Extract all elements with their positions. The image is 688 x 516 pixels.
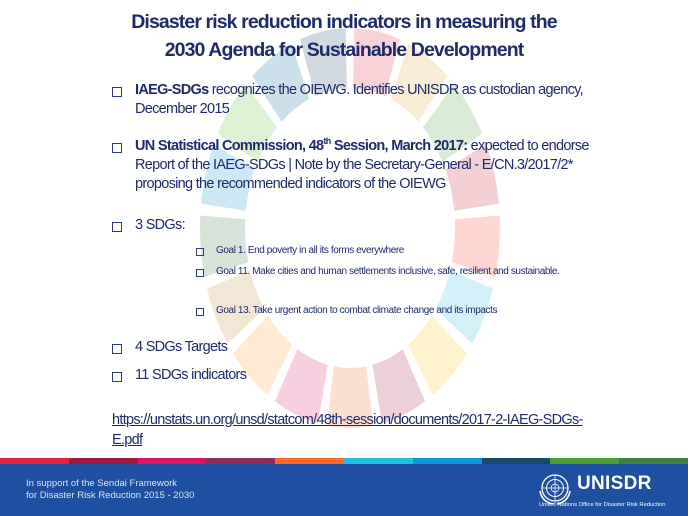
footer-bar	[0, 464, 688, 516]
bullet-text	[135, 137, 615, 194]
bullet-text: 3 SDGs:	[135, 217, 185, 233]
bullet-bold-label: IAEG-SDGs	[135, 82, 209, 98]
bullet-text: 11 SDGs indicators	[135, 367, 247, 383]
bullet-bold-pre: UN Statistical Commission, 48	[135, 138, 324, 154]
goal-item	[196, 244, 576, 258]
goal-item	[196, 265, 576, 279]
bullet-item-indicators	[112, 366, 615, 385]
title-line-1: Disaster risk reduction indicators in measuring the	[131, 11, 557, 33]
goal-text: Goal 13. Take urgent action to combat climate change and its impacts	[216, 305, 498, 316]
unisdr-brand-subtitle: United Nations Office for Disaster Risk Reduction	[539, 502, 666, 508]
iaeg-report-link[interactable]: https://unstats.un.org/unsd/statcom/48th-session/documents/2017-2-IAEG-SDGs-E.pdf	[112, 412, 583, 448]
goal-text: Goal 1. End poverty in all its forms everywhere	[216, 245, 404, 256]
footer-line-1: In support of the Sendai Framework	[26, 478, 178, 489]
unisdr-brand: UNISDR	[577, 473, 652, 494]
bullet-body: recognizes the OIEWG. Identifies UNISDR as custodian agency, December 2015	[135, 82, 583, 117]
bullet-text: 4 SDGs Targets	[135, 339, 228, 355]
bullet-sup: th	[323, 136, 331, 147]
bullet-body: expected to endorse Report of the IAEG-SDGs | Note by the Secretary-General - E/CN.3/2017/2* proposing the recommended indicators of the OIEWG	[135, 138, 589, 192]
bullet-bold-post: Session, March 2017:	[330, 138, 468, 154]
slide-title	[0, 8, 688, 64]
footer-tagline	[26, 478, 194, 502]
bullet-text	[135, 81, 615, 119]
checkbox-bullet-icon	[112, 87, 122, 97]
checkbox-bullet-icon	[196, 248, 204, 256]
bullet-item-targets	[112, 338, 615, 357]
checkbox-bullet-icon	[112, 222, 122, 232]
checkbox-bullet-icon	[112, 372, 122, 382]
footer-line-2: for Disaster Risk Reduction 2015 - 2030	[26, 490, 195, 501]
bullet-item-un-statistical-commission	[112, 137, 615, 194]
bullet-item-iaeg	[112, 81, 615, 119]
checkbox-bullet-icon	[196, 308, 204, 316]
bullet-item-sdgs	[112, 216, 615, 235]
bullet-bold-label	[135, 138, 467, 154]
title-line-2: 2030 Agenda for Sustainable Development	[164, 39, 524, 61]
checkbox-bullet-icon	[112, 344, 122, 354]
checkbox-bullet-icon	[196, 269, 204, 277]
checkbox-bullet-icon	[112, 143, 122, 153]
goal-text: Goal 11. Make cities and human settlements inclusive, safe, resilient and sustainable.	[216, 266, 560, 277]
goal-item	[196, 304, 576, 318]
